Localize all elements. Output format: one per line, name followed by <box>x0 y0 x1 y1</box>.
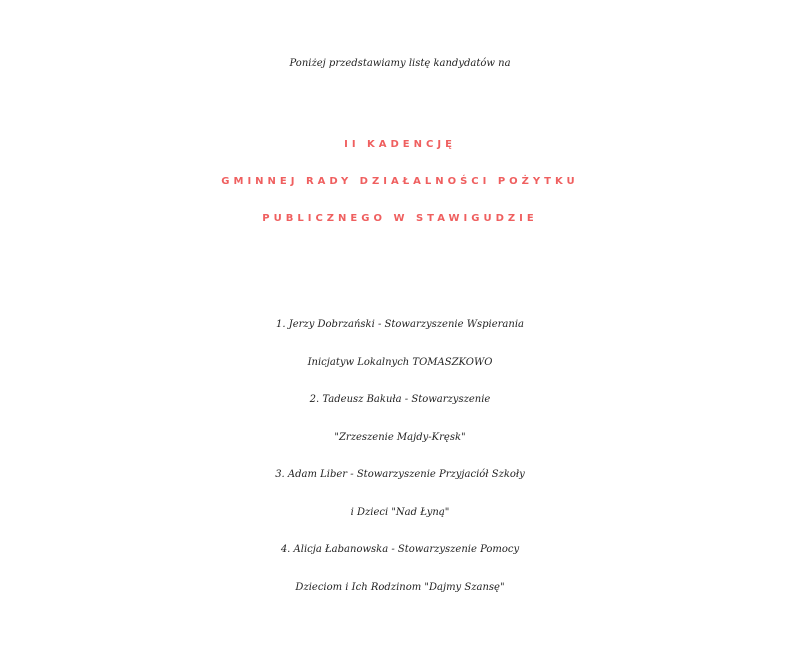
candidate-1-organization: Inicjatyw Lokalnych TOMASZKOWO <box>307 356 493 368</box>
candidate-4-organization: Dzieciom i Ich Rodzinom "Dajmy Szansę" <box>295 581 505 593</box>
heading-line-council: GMINNEJ RADY DZIAŁALNOŚCI POŻYTKU <box>221 176 579 187</box>
heading-line-municipality: PUBLICZNEGO W STAWIGUDZIE <box>262 213 538 224</box>
candidate-1-name: 1. Jerzy Dobrzański - Stowarzyszenie Wspierania <box>276 319 524 330</box>
candidate-3-name: 3. Adam Liber - Stowarzyszenie Przyjaciół Szkoły <box>275 469 525 480</box>
intro-text: Poniżej przedstawiamy listę kandydatów na <box>289 58 511 69</box>
candidate-2-organization: "Zrzeszenie Majdy-Kręsk" <box>334 431 466 443</box>
candidate-4-name: 4. Alicja Łabanowska - Stowarzyszenie Pomocy <box>280 544 520 555</box>
heading-line-term: II KADENCJĘ <box>344 139 456 150</box>
candidate-3-organization: i Dzieci "Nad Łyną" <box>350 506 450 518</box>
candidate-list <box>0 306 800 606</box>
candidate-2-name: 2. Tadeusz Bakuła - Stowarzyszenie <box>309 394 491 405</box>
term-heading <box>0 126 800 237</box>
